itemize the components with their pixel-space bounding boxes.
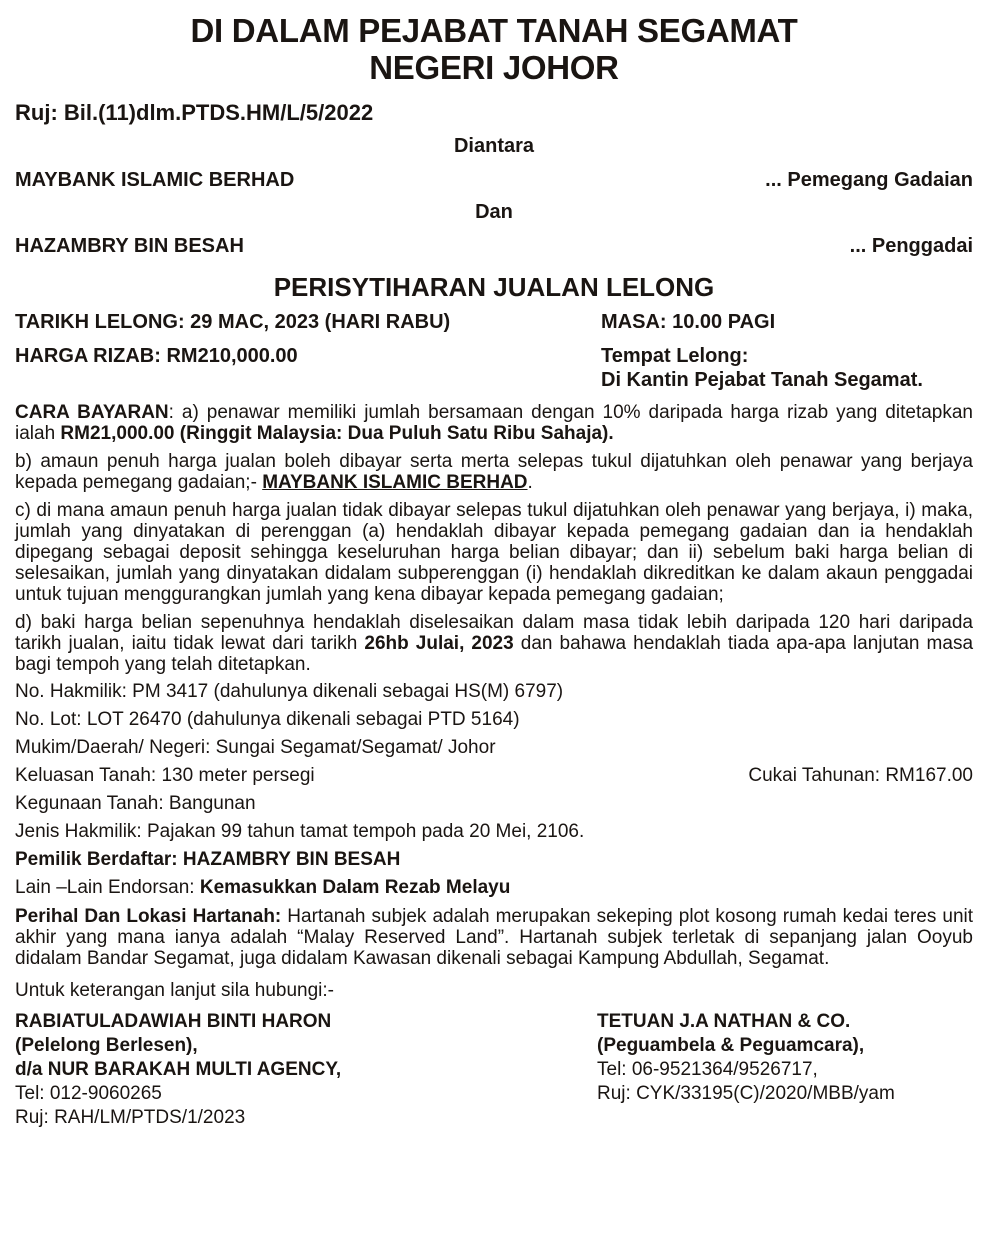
- payment-label: CARA BAYARAN: [15, 402, 169, 423]
- lawyer-role: (Peguambela & Peguamcara),: [597, 1035, 865, 1056]
- area-tax-row: [15, 764, 973, 787]
- lot-number: No. Lot: LOT 26470 (dahulunya dikenali sebagai PTD 5164): [15, 709, 520, 730]
- payment-a: [15, 402, 973, 444]
- contacts-block: [15, 1010, 973, 1130]
- reserve-venue-row: [15, 344, 973, 392]
- contact-intro: Untuk keterangan lanjut sila hubungi:-: [15, 980, 334, 1001]
- property-description: [15, 906, 973, 969]
- auction-time: MASA: 10.00 PAGI: [601, 311, 776, 333]
- annual-tax: Cukai Tahunan: RM167.00: [748, 765, 973, 786]
- endorsement-label: Lain –Lain Endorsan:: [15, 877, 200, 898]
- lawyer-tel: Tel: 06-9521364/9526717,: [597, 1059, 818, 1080]
- land-area: Keluasan Tanah: 130 meter persegi: [15, 765, 315, 786]
- property-location: Mukim/Daerah/ Negeri: Sungai Segamat/Segamat/ Johor: [15, 737, 496, 758]
- land-usage: Kegunaan Tanah: Bangunan: [15, 793, 256, 814]
- settlement-date: 26hb Julai, 2023: [364, 633, 514, 654]
- auctioneer-tel: Tel: 012-9060265: [15, 1083, 162, 1104]
- registered-owner: Pemilik Berdaftar: HAZAMBRY BIN BESAH: [15, 849, 401, 870]
- lawyer-contact: [597, 1010, 973, 1130]
- auctioneer-role: (Pelelong Berlesen),: [15, 1035, 198, 1056]
- lawyer-name: TETUAN J.A NATHAN & CO.: [597, 1011, 851, 1032]
- auction-date: TARIKH LELONG: 29 MAC, 2023 (HARI RABU): [15, 311, 451, 333]
- payment-d-text2: dan bahawa hendaklah tiada apa-apa lanjutan masa bagi tempoh yang telah ditetapkan.: [15, 633, 974, 675]
- description-label: Perihal Dan Lokasi Hartanah:: [15, 906, 282, 927]
- venue-value: Di Kantin Pejabat Tanah Segamat.: [601, 369, 923, 391]
- diantara-label: Diantara: [453, 135, 535, 157]
- chargee-role: ... Pemegang Gadaian: [765, 169, 973, 191]
- tenure-type: Jenis Hakmilik: Pajakan 99 tahun tamat tempoh pada 20 Mei, 2106.: [15, 821, 585, 842]
- chargor-role: ... Penggadai: [849, 235, 973, 257]
- auctioneer-contact: [15, 1010, 597, 1130]
- payment-d: [15, 612, 973, 675]
- document-title: [15, 0, 973, 86]
- party-chargor: [15, 234, 973, 258]
- payment-b: [15, 451, 973, 493]
- dan-label: Dan: [475, 201, 513, 223]
- payment-d-text1: d) baki harga belian sepenuhnya hendaklah diselesaikan dalam masa tidak lebih daripada 120 hari daripada tarikh jualan, iaitu tidak lewat dari tarikh: [15, 612, 973, 654]
- party-chargee: [15, 168, 973, 192]
- payment-b-end: .: [527, 472, 533, 493]
- auction-date-row: [15, 310, 973, 334]
- auction-venue: [601, 344, 973, 392]
- endorsement-value: Kemasukkan Dalam Rezab Melayu: [199, 877, 511, 898]
- payment-b-text: b) amaun penuh harga jualan boleh dibayar serta merta selepas tukul dijatuhkan oleh penawar yang berjaya kepada pemegang gadaian;-: [15, 451, 973, 493]
- auctioneer-ref: Ruj: RAH/LM/PTDS/1/2023: [15, 1107, 246, 1128]
- auctioneer-agency: d/a NUR BARAKAH MULTI AGENCY,: [15, 1059, 342, 1080]
- payment-a-text: : a) penawar memiliki jumlah bersamaan dengan 10% daripada harga rizab yang ditetapkan ialah: [15, 402, 973, 444]
- payment-b-bank: MAYBANK ISLAMIC BERHAD: [262, 472, 528, 493]
- auctioneer-name: RABIATULADAWIAH BINTI HARON: [15, 1011, 332, 1032]
- deposit-amount: RM21,000.00 (Ringgit Malaysia: Dua Puluh Satu Ribu Sahaja).: [60, 423, 614, 444]
- case-reference: Ruj: Bil.(11)dlm.PTDS.HM/L/5/2022: [15, 100, 374, 125]
- chargee-name: MAYBANK ISLAMIC BERHAD: [15, 169, 295, 191]
- reserve-price: HARGA RIZAB: RM210,000.00: [15, 345, 298, 367]
- title-line-2: NEGERI JOHOR: [369, 49, 619, 86]
- lawyer-ref: Ruj: CYK/33195(C)/2020/MBB/yam: [597, 1083, 895, 1104]
- endorsement: [15, 876, 973, 899]
- chargor-name: HAZAMBRY BIN BESAH: [15, 235, 244, 257]
- description-text: Hartanah subjek adalah merupakan sekeping plot kosong rumah kedai teres unit akhir yang mana ianya adalah “Malay Reserved Land”. Hartanah subjek terletak di sepanjang jalan Ooyub didalam Bandar Segamat, juga didalam Kawasan dikenali sebagai Kampung Abdullah, Segamat.: [15, 906, 974, 969]
- venue-label: Tempat Lelong:: [601, 345, 749, 367]
- title-line-1: DI DALAM PEJABAT TANAH SEGAMAT: [190, 12, 798, 49]
- title-number: No. Hakmilik: PM 3417 (dahulunya dikenali sebagai HS(M) 6797): [15, 681, 564, 702]
- payment-c: c) di mana amaun penuh harga jualan tidak dibayar selepas tukul dijatuhkan oleh penawar yang berjaya, i) maka, jumlah yang dinyatakan di perenggan (a) hendaklah dibayar kepada pemegang gadaian dan ia hendaklah dipegang sebagai deposit sehingga keseluruhan harga belian dibayar; dan ii) sebelum baki harga belian di selesaikan, jumlah yang dinyatakan didalam subperenggan (i) hendaklah dikreditkan ke dalam akaun penggadai untuk tujuan menggurangkan jumlah yang kena dibayar kepada pemegang gadaian;: [15, 500, 973, 605]
- notice-heading: PERISYTIHARAN JUALAN LELONG: [273, 272, 715, 302]
